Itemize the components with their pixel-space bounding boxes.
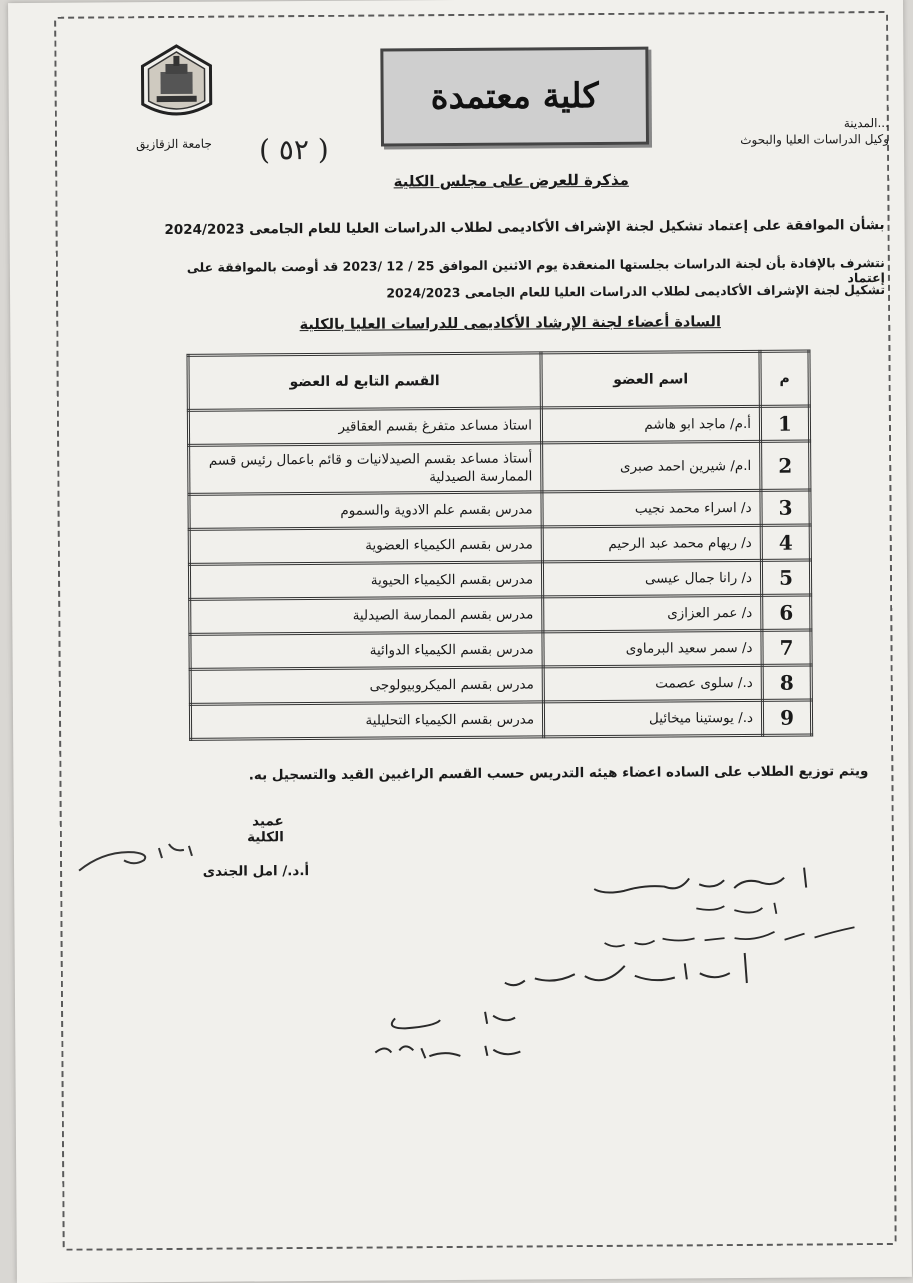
member-name: د/ عمر العزازى: [543, 595, 762, 632]
document-page: [8, 0, 912, 1283]
memo-body-line: تشكيل لجنة الإشراف الأكاديمى لطلاب الدراسات العليا للعام الجامعى 2024/2023: [386, 282, 886, 301]
table-header-row: [188, 351, 809, 410]
memo-title: مذكرة للعرض على مجلس الكلية: [393, 170, 629, 191]
member-name: د./ يوستينا ميخائيل: [543, 700, 762, 737]
approval-stamp: [380, 47, 649, 147]
member-dept: أستاذ مساعد بقسم الصيدلانيات و قائم باعمال رئيس قسم الممارسة الصيدلية: [189, 443, 542, 494]
row-num: 2: [761, 441, 810, 490]
member-dept: مدرس بقسم الكيمياء التحليلية: [190, 702, 543, 739]
row-num: 8: [762, 665, 811, 700]
dean-signature: [74, 830, 204, 881]
member-dept: مدرس بقسم الكيمياء الحيوية: [189, 562, 542, 599]
row-num: 9: [762, 700, 811, 735]
member-name: د/ رانا جمال عيسى: [542, 560, 761, 597]
member-dept: استاذ مساعد متفرغ بقسم العقاقير: [188, 408, 541, 445]
member-dept: مدرس بقسم الممارسة الصيدلية: [190, 597, 543, 634]
university-logo: [138, 44, 215, 123]
distribution-note: ويتم توزيع الطلاب على الساده اعضاء هيئه التدريس حسب القسم الراغبين القيد والتسجيل به.: [248, 763, 869, 784]
dean-name: أ.د./ امل الجندى: [202, 863, 310, 880]
member-name: ا.م/ شيرين احمد صبرى: [542, 441, 761, 492]
row-num: 1: [760, 406, 809, 441]
university-name: جامعة الزقازيق: [136, 136, 212, 152]
table-title: السادة أعضاء لجنة الإرشاد الأكاديمى للدراسات العليا بالكلية: [299, 314, 721, 334]
member-dept: مدرس بقسم الكيمياء الدوائية: [190, 632, 543, 669]
row-num: 4: [761, 525, 810, 560]
member-dept: مدرس بقسم الكيمياء العضوية: [189, 527, 542, 564]
member-dept: مدرس بقسم علم الادوية والسموم: [189, 492, 542, 529]
header-dept: القسم التابع له العضو: [188, 353, 541, 410]
table-row: [189, 490, 810, 529]
member-name: د/ ريهام محمد عبد الرحيم: [542, 525, 761, 562]
members-table: [186, 350, 813, 741]
header-name: اسم العضو: [541, 351, 760, 408]
table-row: [190, 665, 811, 704]
member-name: أ.م/ ماجد ابو هاشم: [541, 406, 760, 443]
table-row: [189, 441, 810, 494]
member-name: د/ اسراء محمد نجيب: [542, 490, 761, 527]
department-line: وكيل الدراسات العليا والبحوث: [740, 131, 890, 148]
table-row: [190, 595, 811, 634]
header-num: م: [760, 351, 809, 406]
table-row: [189, 525, 810, 564]
memo-body-line: نتشرف بالإفادة بأن لجنة الدراسات بجلستها المنعقدة يوم الاثنين الموافق 25 / 12 /2023 قد أوصت بالموافقة على إعتماد: [186, 255, 886, 286]
approval-stamp-text: كلية معتمدة: [430, 76, 599, 118]
handwritten-number: ( ٥٢ ): [258, 132, 329, 167]
memo-subject: بشأن الموافقة على إعتماد تشكيل لجنة الإشراف الأكاديمى لطلاب الدراسات العليا للعام الجامعى 2024/2023: [164, 217, 885, 239]
table-row: [190, 700, 811, 739]
decision-annotation-handwriting: [485, 943, 755, 1005]
table-row: [190, 630, 811, 669]
member-name: د/ سمر سعيد البرماوى: [543, 630, 762, 667]
row-num: 3: [761, 490, 810, 525]
department-header: [699, 115, 889, 148]
member-name: د./ سلوى عصمت: [543, 665, 762, 702]
dean-title: عميد الكلية: [247, 813, 284, 846]
decision-signature: [365, 999, 585, 1071]
row-num: 7: [762, 630, 811, 665]
member-dept: مدرس بقسم الميكروبيولوجى: [190, 667, 543, 704]
table-row: [189, 560, 810, 599]
row-num: 6: [762, 595, 811, 630]
table-row: [188, 406, 809, 445]
department-line: ...المدينة: [843, 115, 889, 131]
row-num: 5: [761, 560, 810, 595]
